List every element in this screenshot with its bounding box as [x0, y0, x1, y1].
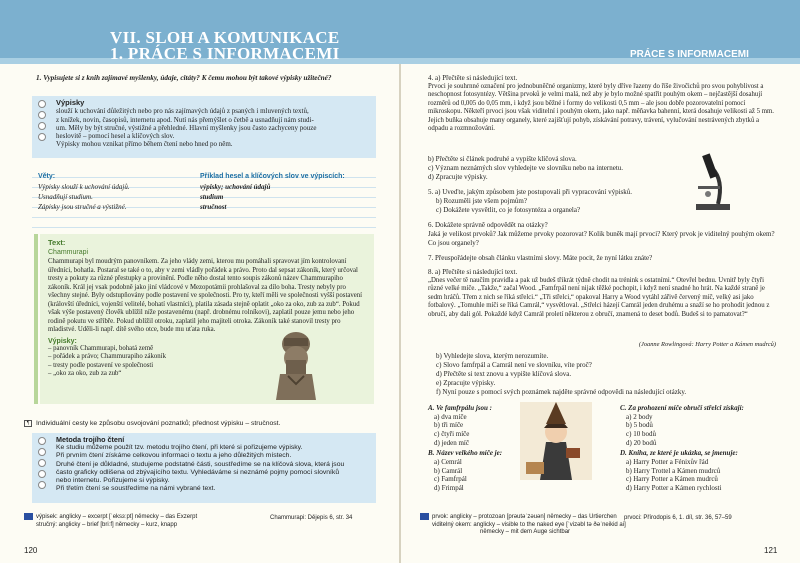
- choice-option[interactable]: a) Cemrál: [434, 457, 462, 466]
- q8-sub: b) Vyhledejte slova, kterým nerozumíte.: [436, 352, 549, 360]
- choice-option[interactable]: d) jeden míč: [434, 438, 469, 447]
- choice-option[interactable]: d) Harry Potter a Kámen rychlosti: [626, 483, 722, 492]
- vypisky-line: z knížek, novin, časopisů, internetu apod. Nutí nás přemýšlet o četbě a usnadňují nám studi-: [56, 115, 314, 124]
- list-item: – pořádek a právo; Chammurapiho zákoník: [48, 353, 166, 360]
- vypisky-title: Výpisky: [56, 98, 85, 107]
- table-header-sentences: Věty:: [38, 173, 56, 180]
- table-cell: studium: [200, 193, 224, 201]
- q8-sub: d) Přečtěte si text znovu a vypište klíčová slova.: [436, 370, 572, 378]
- text-box-title: Text:: [48, 238, 66, 247]
- list-item: – panovník Chammurapi, bohatá země: [48, 344, 154, 352]
- question-4-text: Prvoci je souhrnné označení pro jednobuněčné organizmy, které byly dříve řazeny do říše živočichů pro svou pohyblivost a neschopnost fotosyntézy. Většina prvoků je velmi malá, než aby je bylo možné spatřit pouhým okem – nejčastější dosahují rozměrů od 0,005 do 0,05 mm, i když jsou běžné i formy do velikosti 0,5 mm – ale jsou dobře pozorovatelní pomocí mikroskopu. Někteří prvoci jsou však viditelní i pouhým okem, jako např. měňavka bahenní, která dosahuje velikosti až 5 mm. Jejich buňka obsahuje many organely, které zajišťují pohyb, získávání potravy, trávení, vylučování nestrávených zbytků a odpadu a rozmnožování.: [428, 83, 775, 133]
- metoda-line: Při prvním čtení získáme celkovou informaci o textu a jeho důležitých místech.: [56, 452, 292, 460]
- choice-option[interactable]: c) 10 bodů: [626, 429, 656, 438]
- hammurabi-statue-image: [270, 330, 322, 400]
- table-cell: Usnadňují studium.: [38, 193, 93, 201]
- vypisky-line: Výpisky mohou vznikat přímo během čtení nebo hned po něm.: [56, 140, 233, 149]
- metoda-title: Metoda trojího čtení: [56, 435, 125, 444]
- vocab-line: výpisek: anglicky – excerpt [ˈeksɜːpt] německy – das Exzerpt: [36, 514, 198, 521]
- question-1: 1. Vypisujete si z knih zajímavé myšlenky, údaje, citáty? K čemu mohou být takové výpisky užitečné?: [36, 74, 332, 82]
- question-8: 8. a) Přečtěte si následující text.: [428, 268, 518, 276]
- q8-source: (Joanne Rowlingová: Harry Potter a Kámen mudrců): [638, 341, 776, 348]
- choice-option[interactable]: b) tři míče: [434, 421, 464, 430]
- margin-circles: [38, 100, 48, 144]
- text-box-accent: [34, 234, 38, 404]
- question-5c: c) Dokážete vysvětlit, co je fotosyntéza a organela?: [436, 206, 581, 214]
- question-6: 6. Dokážete správně odpovědět na otázky?: [428, 221, 548, 229]
- choice-option[interactable]: d) Frimpál: [434, 483, 464, 492]
- vypisky-box: [32, 96, 376, 158]
- choice-option[interactable]: b) Camrál: [434, 466, 463, 475]
- eu-flag-icon: [420, 513, 429, 520]
- metoda-box: [32, 433, 376, 503]
- text-box-subtitle: Chammurapi: [48, 249, 89, 256]
- metoda-line: často graficky odlišena od zbývajícího textu. Vyhledáváme si neznámé pojmy pomocí slovníků: [56, 468, 340, 476]
- choice-option[interactable]: c) Famfrpál: [434, 475, 467, 484]
- source-right: prvoci: Přírodopis 6, 1. díl, str. 36, 57–59: [624, 515, 732, 521]
- teacher-note: Individuální cesty ke způsobu osvojování poznatků; přednost výpisku – stručnost.: [36, 420, 281, 427]
- q4-sub: d) Zpracujte výpisky.: [428, 173, 488, 181]
- choice-option[interactable]: a) dva míče: [434, 412, 467, 421]
- eu-flag-icon: [24, 513, 33, 520]
- metoda-line: nebo internetu. Pořizujeme si výpisky.: [56, 477, 170, 485]
- choice-a-title: A. Ve famfrpálu jsou :: [428, 404, 492, 412]
- keyword-table: [38, 172, 368, 212]
- choice-option[interactable]: d) 20 bodů: [626, 438, 657, 447]
- text-box-vypisky-title: Výpisky:: [48, 337, 77, 345]
- section-title: 1. PRÁCE S INFORMACEMI: [110, 44, 340, 63]
- choice-option[interactable]: a) 2 body: [626, 412, 653, 421]
- table-row: [38, 192, 368, 202]
- note-icon: ¶: [24, 420, 32, 427]
- source-left: Chammurapi: Dějepis 6, str. 34: [270, 515, 353, 521]
- choices-right: [620, 404, 780, 493]
- choice-d-title: D. Kniha, ze které je ukázka, se jmenuje:: [620, 449, 738, 458]
- text-box: [40, 234, 374, 404]
- chapter-title: VII. SLOH A KOMUNIKACE: [110, 28, 340, 47]
- running-head: PRÁCE S INFORMACEMI: [630, 49, 749, 60]
- margin-circles: [38, 437, 48, 492]
- metoda-line: Při třetím čtení se soustředíme na námi vybrané text.: [56, 485, 216, 493]
- q8-sub: e) Zpracujte výpisky.: [436, 379, 496, 387]
- choice-option[interactable]: c) Harry Potter a Kámen mudrců: [626, 475, 718, 484]
- question-6-text: Jaká je velikost prvoků? Jak můžeme prvoky pozorovat? Kolik buněk mají prvoci? Který prvok je viditelný pouhým okem? Co jsou organely?: [428, 230, 775, 247]
- vypisky-line: heslovitě – pomocí hesel a klíčových slov.: [56, 132, 175, 141]
- table-cell: stručnost: [200, 203, 227, 211]
- table-header-keywords: Příklad hesel a klíčových slov ve výpiscích:: [200, 173, 345, 180]
- list-item: – tresty podle postavení ve společnosti: [48, 361, 154, 369]
- choice-option[interactable]: b) Harry Trottel a Kámen mudrců: [626, 466, 721, 475]
- choice-b-title: B. Název velkého míče je:: [428, 449, 503, 458]
- choice-option[interactable]: c) čtyři míče: [434, 429, 470, 438]
- metoda-line: Druhé čtení je důkladné, studujeme podstatné části, soustředíme se na klíčová slova, která jsou: [56, 460, 345, 468]
- choice-option[interactable]: a) Harry Potter a Fénixův řád: [626, 457, 709, 466]
- metoda-line: Ke studiu můžeme použít tzv. metodu trojího čtení, při které si pořizujeme výpisky.: [56, 444, 303, 452]
- table-row: [38, 202, 368, 212]
- gutter: [399, 0, 401, 563]
- choice-c-title: C. Za prohození míče obručí střelci získají:: [620, 404, 744, 412]
- list-item: – „oko za oko, zub za zub“: [48, 370, 122, 377]
- q4-sub: c) Význam neznámých slov vyhledejte ve slovníku nebo na internetu.: [428, 164, 624, 172]
- q4-sub: b) Přečtěte si článek podruhé a vypište klíčová slova.: [428, 155, 577, 163]
- vypisky-line: slouží k uchování důležitých nebo pro nás zajímavých údajů z psaných i mluvených textů,: [56, 107, 309, 116]
- vocab-line: viditelný okem: anglicky – visible to the naked eye [ˈvizəbl tə ðəˈneikid ai]: [432, 521, 626, 528]
- q8-sub: c) Slovo famfrpál a Camrál není ve slovníku, víte proč?: [436, 361, 592, 369]
- text-box-body: Chammurapi byl moudrým panovníkem. Za jeho vlády zemi, kterou mu pomáhali spravovat jím kontrolovaní úředníci, bohatla. Postaral se také o to, aby v zemi vládly pořádek a právo. Proto dal sepsat zákoník, který určoval tresty a pokuty za různé přestupky a provinění. Podle něho dostal tento soupis zákonů název Chammurapiho zákoník. Král jej vsak podobně jako jiní vládcové v Mezopotámii prohlašoval za dílo boha. Tresty nebyly pro všechny stejné. Byly odstupňovány podle postavení ve společnosti. Pro ty, kteří měli ve společnosti vyšší postavení (královští úředníci, vojenští velitelé, bohatí vlastníci), platila zásada stejně oplatit „oko za oko, zub za zub“. Pokud však výše postavený člověk ublížil níže postavenému (např. drobnému rolníkovi), zaplatil pouze jemu nebo jeho rodině pokutu ve stříbře. Pokud ublížil otroku, zaplatil jeho majiteli otroka. Zákoník také stanovil tresty pro mladistvé. Uděli-li např. dítě svého otce, bude mu uťata ruka.: [48, 258, 363, 333]
- page-number-left: 120: [24, 546, 38, 555]
- vocab-line: prvok: anglicky – protozoan [prəutəˈzəuən] německy – das Urtierchen: [432, 514, 617, 521]
- harry-potter-illustration: [520, 402, 592, 480]
- q8-sub: f) Nyní pouze s pomocí svých poznámek najděte správné odpovědi na následující otázky.: [436, 388, 687, 396]
- question-5: 5. a) Uveďte, jakým způsobem jste postupovali při vypracování výpisků.: [428, 188, 632, 196]
- table-cell: výpisky; uchování údajů: [200, 183, 271, 191]
- page-number-right: 121: [764, 546, 778, 555]
- question-4: 4. a) Přečtěte si následující text.: [428, 74, 518, 82]
- vocab-line: německy – mit dem Auge sichtbar: [480, 529, 571, 536]
- vypisky-line: um. Měly by být stručné, výstižné a přehledné. Hlavní myšlenky jsou často zachyceny pouze: [56, 123, 317, 132]
- question-7: 7. Přeuspořádejte obsah článku vlastními slovy. Máte pocit, že nyní látku znáte?: [428, 254, 653, 262]
- question-5b: b) Rozuměli jste všem pojmům?: [436, 197, 527, 205]
- table-cell: Zápisky jsou stručné a výstižné.: [38, 203, 127, 211]
- table-cell: Výpisky slouží k uchování údajů.: [38, 183, 130, 191]
- question-8-text: „Dnes večer tě naučím pravidla a pak už budeš třikrát týdně chodit na trénink s ostatními.“ Otevřel bednu. Uvnitř byly čtyři různé velké míče. „Takže,“ začal Wood. „Famfrpál není nijak těžké pochopit, i když není snadné ho hrát. Na každé straně je sedm hráčů. Třem z nich se říká střelci.“ „Tři střelci,“ opakoval Harry a Wood vytáhl zářivě červený míč, velký asi jako fotbalový. „Tomuhle míči se říká Camrál,“ vysvětloval. „Střelci házejí Camrál jeden druhému a snaží se ho prohodit jednou z obručí, aby dali gól. Pokaždé když Camrál proletí některou z obručí, znamená to deset bodů. Budeš si to pamatovat?“: [428, 277, 770, 318]
- table-row: [38, 182, 368, 192]
- choice-option[interactable]: b) 5 bodů: [626, 421, 653, 430]
- vocab-line: stručný: anglicky – brief [briːf] německy – kurz, knapp: [36, 522, 178, 529]
